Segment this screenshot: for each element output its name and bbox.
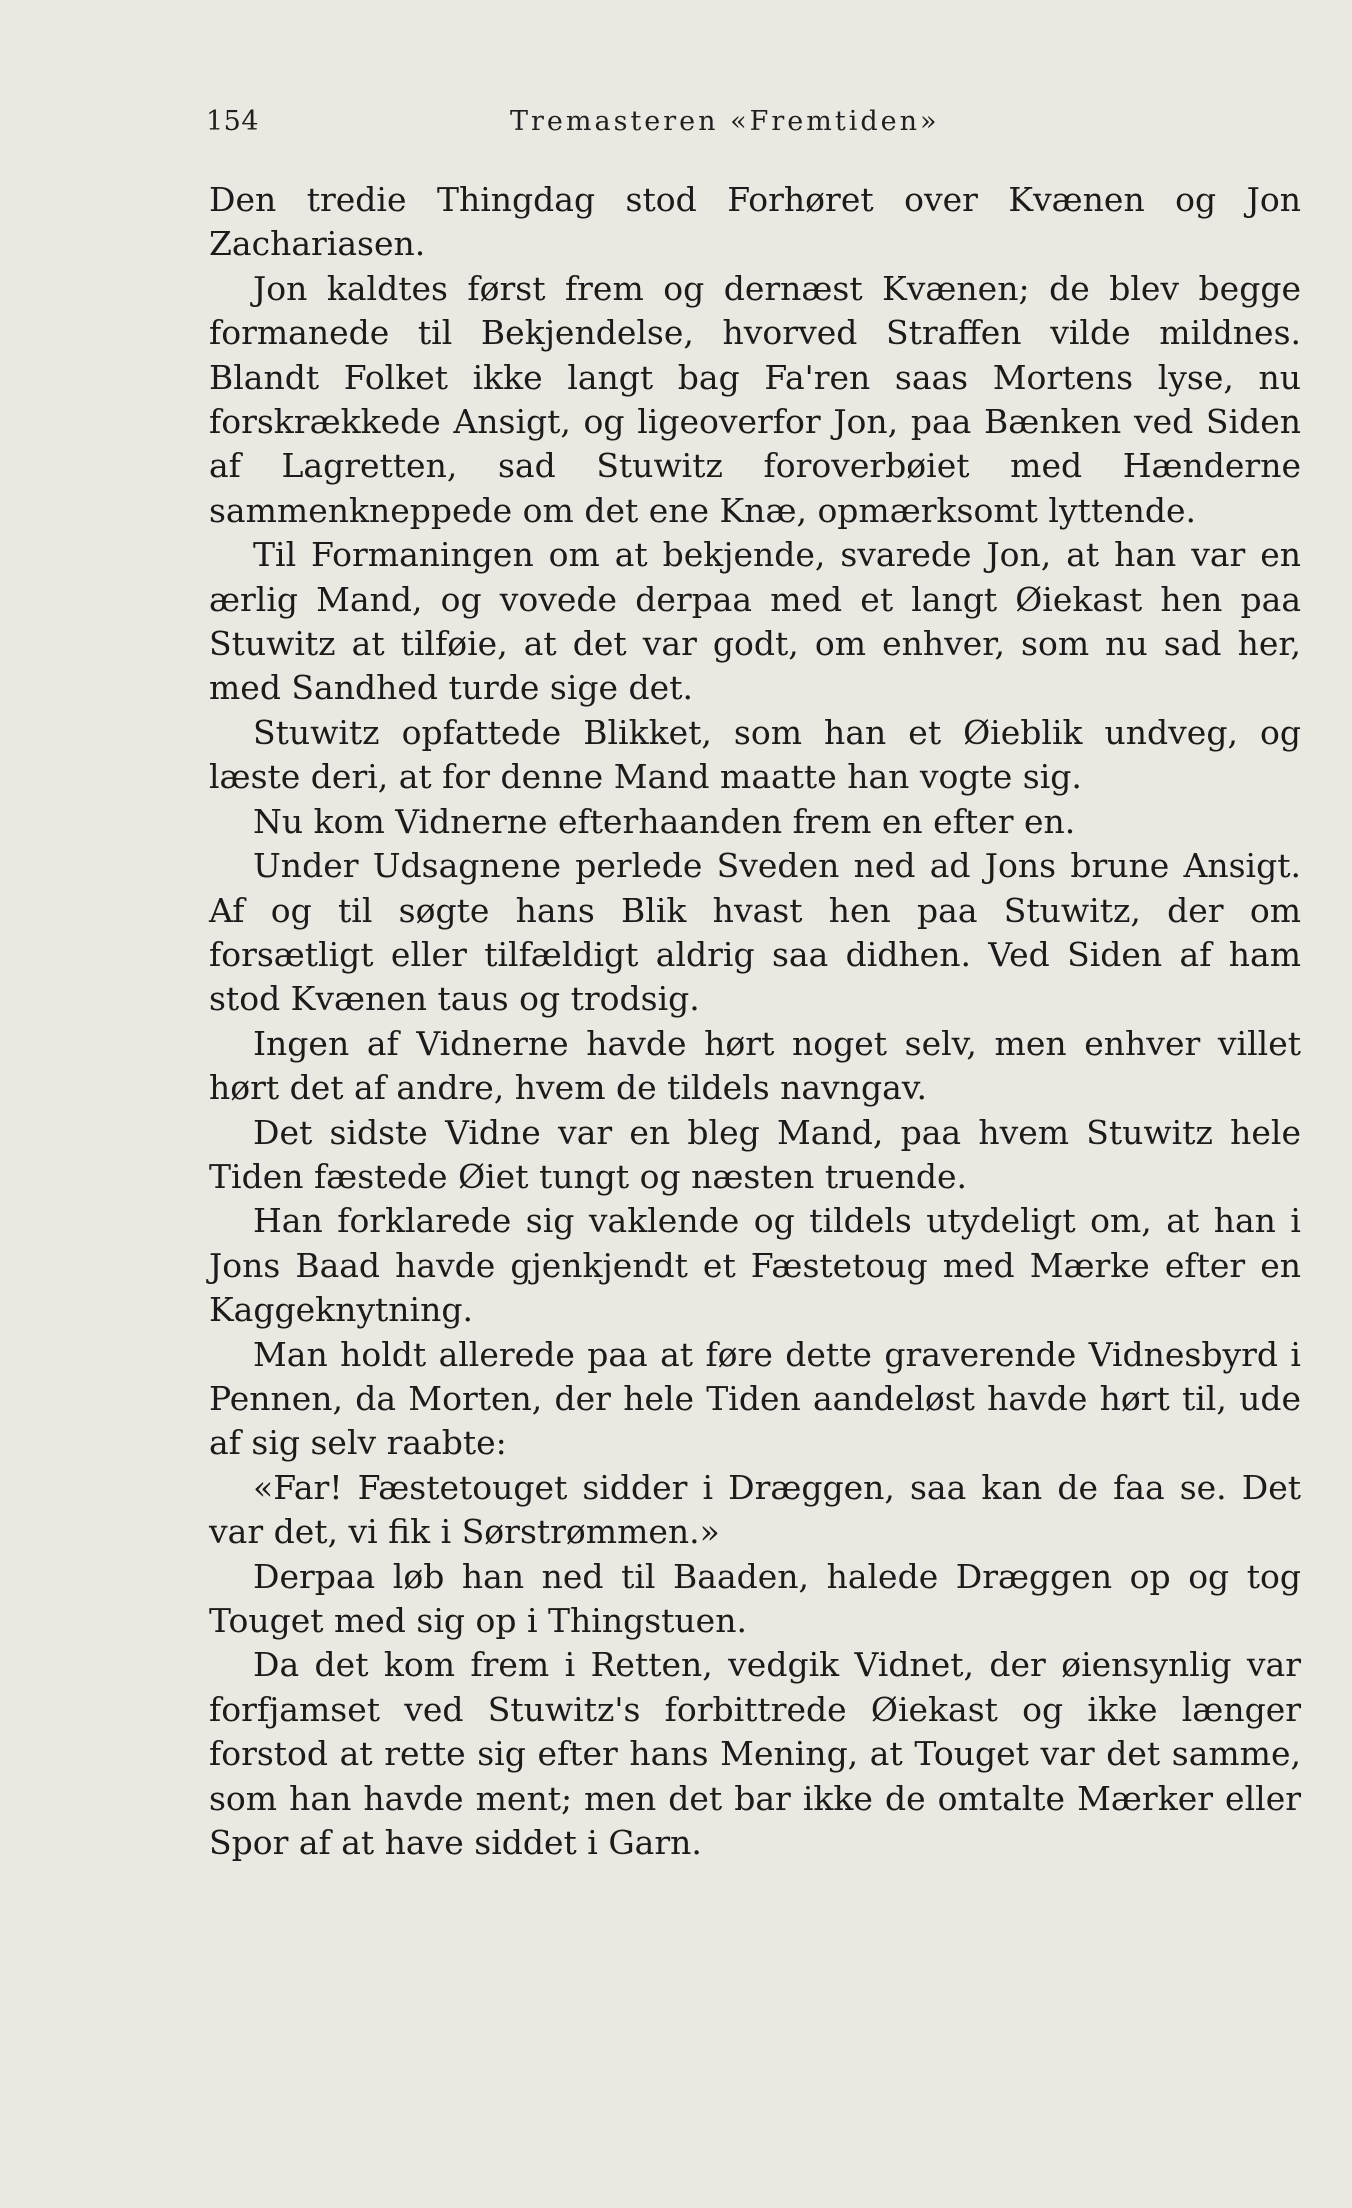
- paragraph: Den tredie Thingdag stod Forhøret over Kvænen og Jon Zachariasen.: [209, 180, 1301, 264]
- page-number: 154: [206, 106, 260, 137]
- paragraph: Han forklarede sig vaklende og tildels utydeligt om, at han i Jons Baad havde gjenkjendt et Fæstetoug med Mærke efter en Kaggeknytning.: [209, 1201, 1301, 1330]
- paragraph: Det sidste Vidne var en bleg Mand, paa hvem Stuwitz hele Tiden fæstede Øiet tungt og næsten truende.: [209, 1112, 1301, 1196]
- body-text: [209, 178, 1301, 1865]
- paragraph: Jon kaldtes først frem og dernæst Kvænen; de blev begge formanede til Bekjendelse, hvorved Straffen vilde mildnes. Blandt Folket ikke langt bag Fa'ren saas Mortens lyse, nu forskrækkede Ansigt, og ligeoverfor Jon, paa Bænken ved Siden af Lagretten, sad Stuwitz foroverbøiet med Hænderne sammenkneppede om det ene Knæ, opmærksomt lyttende.: [209, 268, 1301, 530]
- paragraph: Under Udsagnene perlede Sveden ned ad Jons brune Ansigt. Af og til søgte hans Blik hvast hen paa Stuwitz, der om forsætligt eller tilfældigt aldrig saa didhen. Ved Siden af ham stod Kvænen taus og trodsig.: [209, 846, 1301, 1019]
- paragraph: Til Formaningen om at bekjende, svarede Jon, at han var en ærlig Mand, og vovede derpaa med et langt Øiekast hen paa Stuwitz at tilføie, at det var godt, om enhver, som nu sad her, med Sandhed turde sige det.: [209, 535, 1301, 708]
- paragraph: Stuwitz opfattede Blikket, som han et Øieblik undveg, og læste deri, at for denne Mand maatte han vogte sig.: [209, 712, 1301, 797]
- paragraph: Ingen af Vidnerne havde hørt noget selv, men enhver villet hørt det af andre, hvem de tildels navngav.: [209, 1023, 1301, 1108]
- paragraph: Da det kom frem i Retten, vedgik Vidnet, der øiensynlig var forfjamset ved Stuwitz's forbittrede Øiekast og ikke længer forstod at rette sig efter hans Mening, at Touget var det samme, som han havde ment; men det bar ikke de omtalte Mærker eller Spor af at have siddet i Garn.: [209, 1645, 1301, 1863]
- paragraph: Man holdt allerede paa at føre dette graverende Vidnesbyrd i Pennen, da Morten, der hele Tiden aandeløst havde hørt til, ude af sig selv raabte:: [209, 1334, 1301, 1463]
- running-title: Tremasteren «Fremtiden»: [510, 106, 940, 137]
- paragraph: Derpaa løb han ned til Baaden, halede Dræggen op og tog Touget med sig op i Thingstuen.: [209, 1556, 1301, 1640]
- running-head: [206, 100, 1302, 146]
- paragraph: «Far! Fæstetouget sidder i Dræggen, saa kan de faa se. Det var det, vi fik i Sørstrømmen.»: [209, 1467, 1301, 1552]
- paragraph: Nu kom Vidnerne efterhaanden frem en efter en.: [253, 801, 1076, 841]
